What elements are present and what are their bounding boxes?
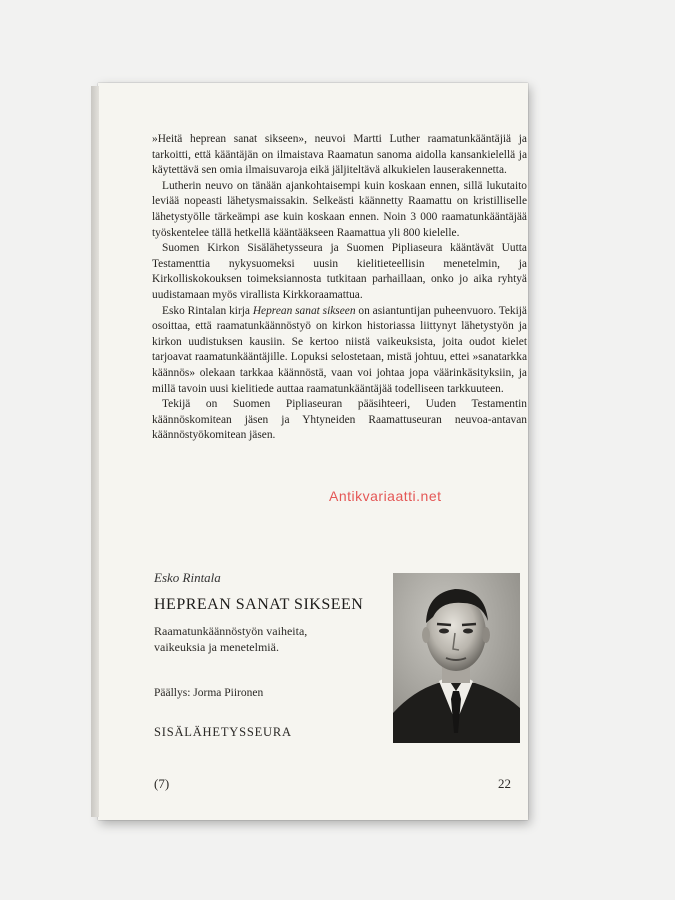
book-subtitle: Raamatunkäännöstyön vaiheita, vaikeuksia ja menetelmiä. bbox=[154, 624, 308, 654]
blurb-p4-book-title: Heprean sanat sikseen bbox=[252, 304, 356, 317]
publisher-name: SISÄLÄHETYSSEURA bbox=[154, 725, 292, 739]
series-number: (7) bbox=[154, 776, 170, 791]
blurb-paragraph-5: Tekijä on Suomen Pipliaseuran pääsihteeri, Uuden Testamentin käännöskomitean jäsen ja Yhtyneiden Raamattuseuran neuvoa-antavan käännöstyökomitean jäsen. bbox=[152, 398, 527, 442]
blurb-paragraph-2: Lutherin neuvo on tänään ajankohtaisempi kuin koskaan ennen, sillä lukutaito leviää nopeasti lähetysmaissakin. Selkeästi käännetty Raamattu on kristilliselle lähetystyölle tärkeämpi ase kuin koskaan ennen. Noin 3 000 raamatunkääntäjää työskentelee tällä hetkellä kääntääkseen Raamattua yli 800 kielelle. bbox=[152, 179, 527, 239]
blurb-paragraph-1: »Heitä heprean sanat sikseen», neuvoi Martti Luther raamatunkääntäjiä ja tarkoitti, että kääntäjän on ilmaistava Raamatun sanoma aidolla kansankielellä ja käytettävä sen omia ilmaisuvaroja eikä jäljiteltävä alkukielen lauserakennetta. bbox=[152, 133, 527, 177]
blurb-text bbox=[152, 132, 527, 444]
author-name: Esko Rintala bbox=[154, 570, 221, 585]
blurb-paragraph-4 bbox=[152, 304, 527, 398]
blurb-paragraph-3: Suomen Kirkon Sisälähetysseura ja Suomen Pipliaseura kääntävät Uutta Testamenttia nykysuomeksi uusin kielitieteellisin menetelmin, ja Kirkolliskokouksen toimeksiannosta tutkitaan parhaillaan, onko jo aika ryhtyä uudistamaan myös virallista Kirkkoraamattua. bbox=[152, 242, 527, 301]
blurb-p4-text-b: on asiantuntijan puheenvuoro. Tekijä osoittaa, että raamatunkäännöstyö on kirkon historiassa liittynyt lähetystyön ja kirkon uudistuksen kausiin. Se kertoo niistä vaikeuksista, joita oudot kielet tarjoavat raamatunkääntäjille. Lopuksi selostetaan, mistä johtuu, ettei »sanatarkka käännös» olekaan tarkkaa käännöstä, vaan voi johtaa jopa väärinkäsityksiin, ja millä tavoin uusi kielitiede auttaa raamatunkääntäjää todelliseen tarkkuuteen. bbox=[152, 304, 527, 395]
cover-credit: Päällys: Jorma Piironen bbox=[154, 687, 264, 699]
book-title: HEPREAN SANAT SIKSEEN bbox=[154, 596, 364, 613]
book-back-cover bbox=[98, 83, 528, 820]
price-code: 22 bbox=[498, 776, 511, 791]
watermark: Antikvariaatti.net bbox=[329, 488, 442, 504]
blurb-p4-text-a: Esko Rintalan kirja bbox=[162, 304, 253, 317]
portrait-image bbox=[393, 573, 520, 743]
author-portrait-photo bbox=[393, 573, 520, 743]
